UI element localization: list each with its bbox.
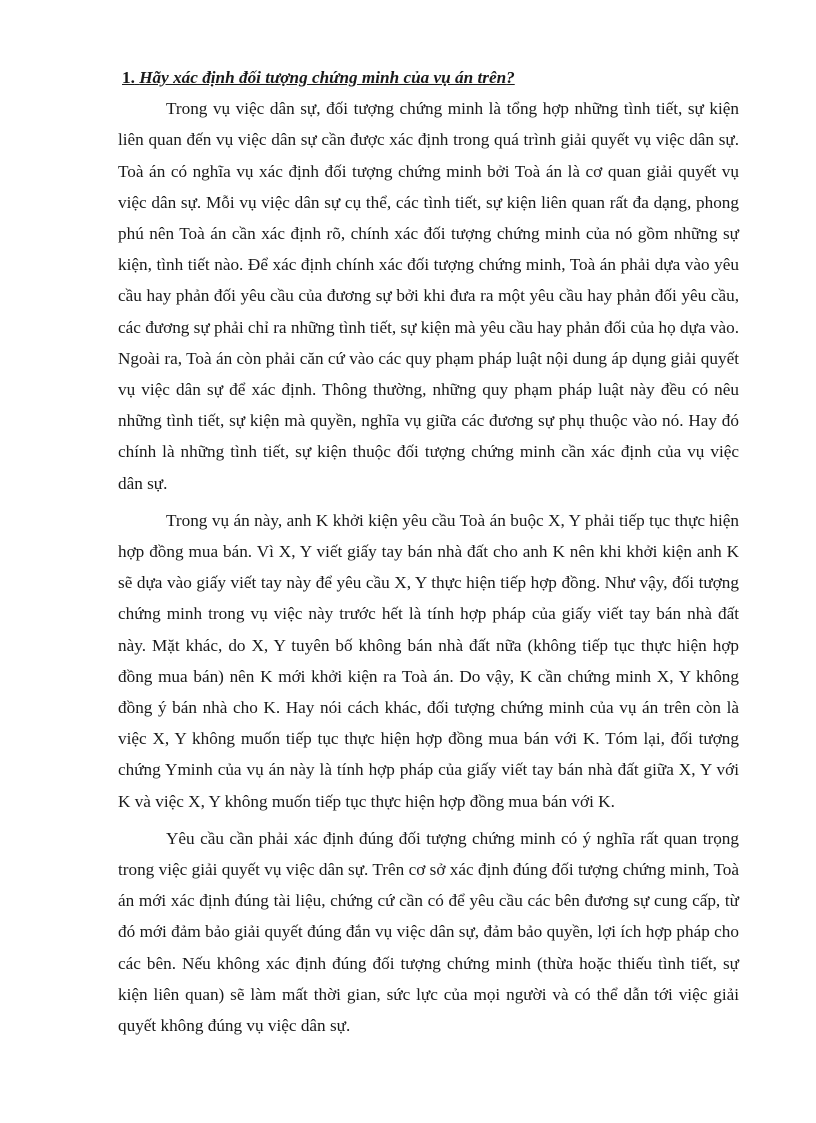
section-heading [118,62,739,93]
paragraph-2: Trong vụ án này, anh K khởi kiện yêu cầu Toà án buộc X, Y phải tiếp tục thực hiện hợp đồng mua bán. Vì X, Y viết giấy tay bán nhà đất cho anh K nên khi khởi kiện anh K sẽ dựa vào giấy viết tay này để yêu cầu X, Y thực hiện tiếp hợp đồng. Như vậy, đối tượng chứng minh trong vụ việc này trước hết là tính hợp pháp của giấy viết tay bán nhà đất này. Mặt khác, do X, Y tuyên bố không bán nhà đất nữa (không tiếp tục thực hiện hợp đồng mua bán) nên K mới khởi kiện ra Toà án. Do vậy, K cần chứng minh X, Y không đồng ý bán nhà cho K. Hay nói cách khác, đối tượng chứng minh của vụ án trên còn là việc X, Y không muốn tiếp tục thực hiện hợp đồng mua bán với K. Tóm lại, đối tượng chứng Yminh của vụ án này là tính hợp pháp của giấy viết tay bán nhà đất giữa X, Y với K và việc X, Y không muốn tiếp tục thực hiện hợp đồng mua bán với K. [118,510,739,811]
heading-question-mark: ? [506,68,515,87]
paragraph-1: Trong vụ việc dân sự, đối tượng chứng minh là tổng hợp những tình tiết, sự kiện liên quan đến vụ việc dân sự cần được xác định trong quá trình giải quyết vụ việc dân sự. Toà án có nghĩa vụ xác định đối tượng chứng minh bởi Toà án là cơ quan giải quyết vụ việc dân sự. Mỗi vụ việc dân sự cụ thể, các tình tiết, sự kiện liên quan rất đa dạng, phong phú nên Toà án cần xác định rõ, chính xác đối tượng chứng minh của nó gồm những sự kiện, tình tiết nào. Để xác định chính xác đối tượng chứng minh, Toà án phải dựa vào yêu cầu hay phản đối yêu cầu của đương sự bởi khi đưa ra một yêu cầu hay phản đối yêu cầu, các đương sự phải chỉ ra những tình tiết, sự kiện mà yêu cầu hay phản đối của họ dựa vào. Ngoài ra, Toà án còn phải căn cứ vào các quy phạm pháp luật nội dung áp dụng giải quyết vụ việc dân sự để xác định. Thông thường, những quy phạm pháp luật này đều có nêu những tình tiết, sự kiện mà quyền, nghĩa vụ giữa các đương sự phụ thuộc vào nó. Hay đó chính là những tình tiết, sự kiện thuộc đối tượng chứng minh cần xác định của vụ việc dân sự. [118,99,739,493]
heading-number: 1. [122,68,135,87]
document-body [118,62,739,1047]
paragraph-3: Yêu cầu cần phải xác định đúng đối tượng chứng minh có ý nghĩa rất quan trọng trong việc giải quyết vụ việc dân sự. Trên cơ sở xác định đúng đối tượng chứng minh, Toà án mới xác định đúng tài liệu, chứng cứ cần có để yêu cầu các bên đương sự cung cấp, từ đó mới đảm bảo giải quyết đúng đắn vụ việc dân sự, đảm bảo quyền, lợi ích hợp pháp cho các bên. Nếu không xác định đúng đối tượng chứng minh (thừa hoặc thiếu tình tiết, sự kiện liên quan) sẽ làm mất thời gian, sức lực của mọi người và có thể dẫn tới việc giải quyết không đúng vụ việc dân sự. [118,828,739,1036]
heading-title: Hãy xác định đối tượng chứng minh của vụ án trên [139,68,507,87]
